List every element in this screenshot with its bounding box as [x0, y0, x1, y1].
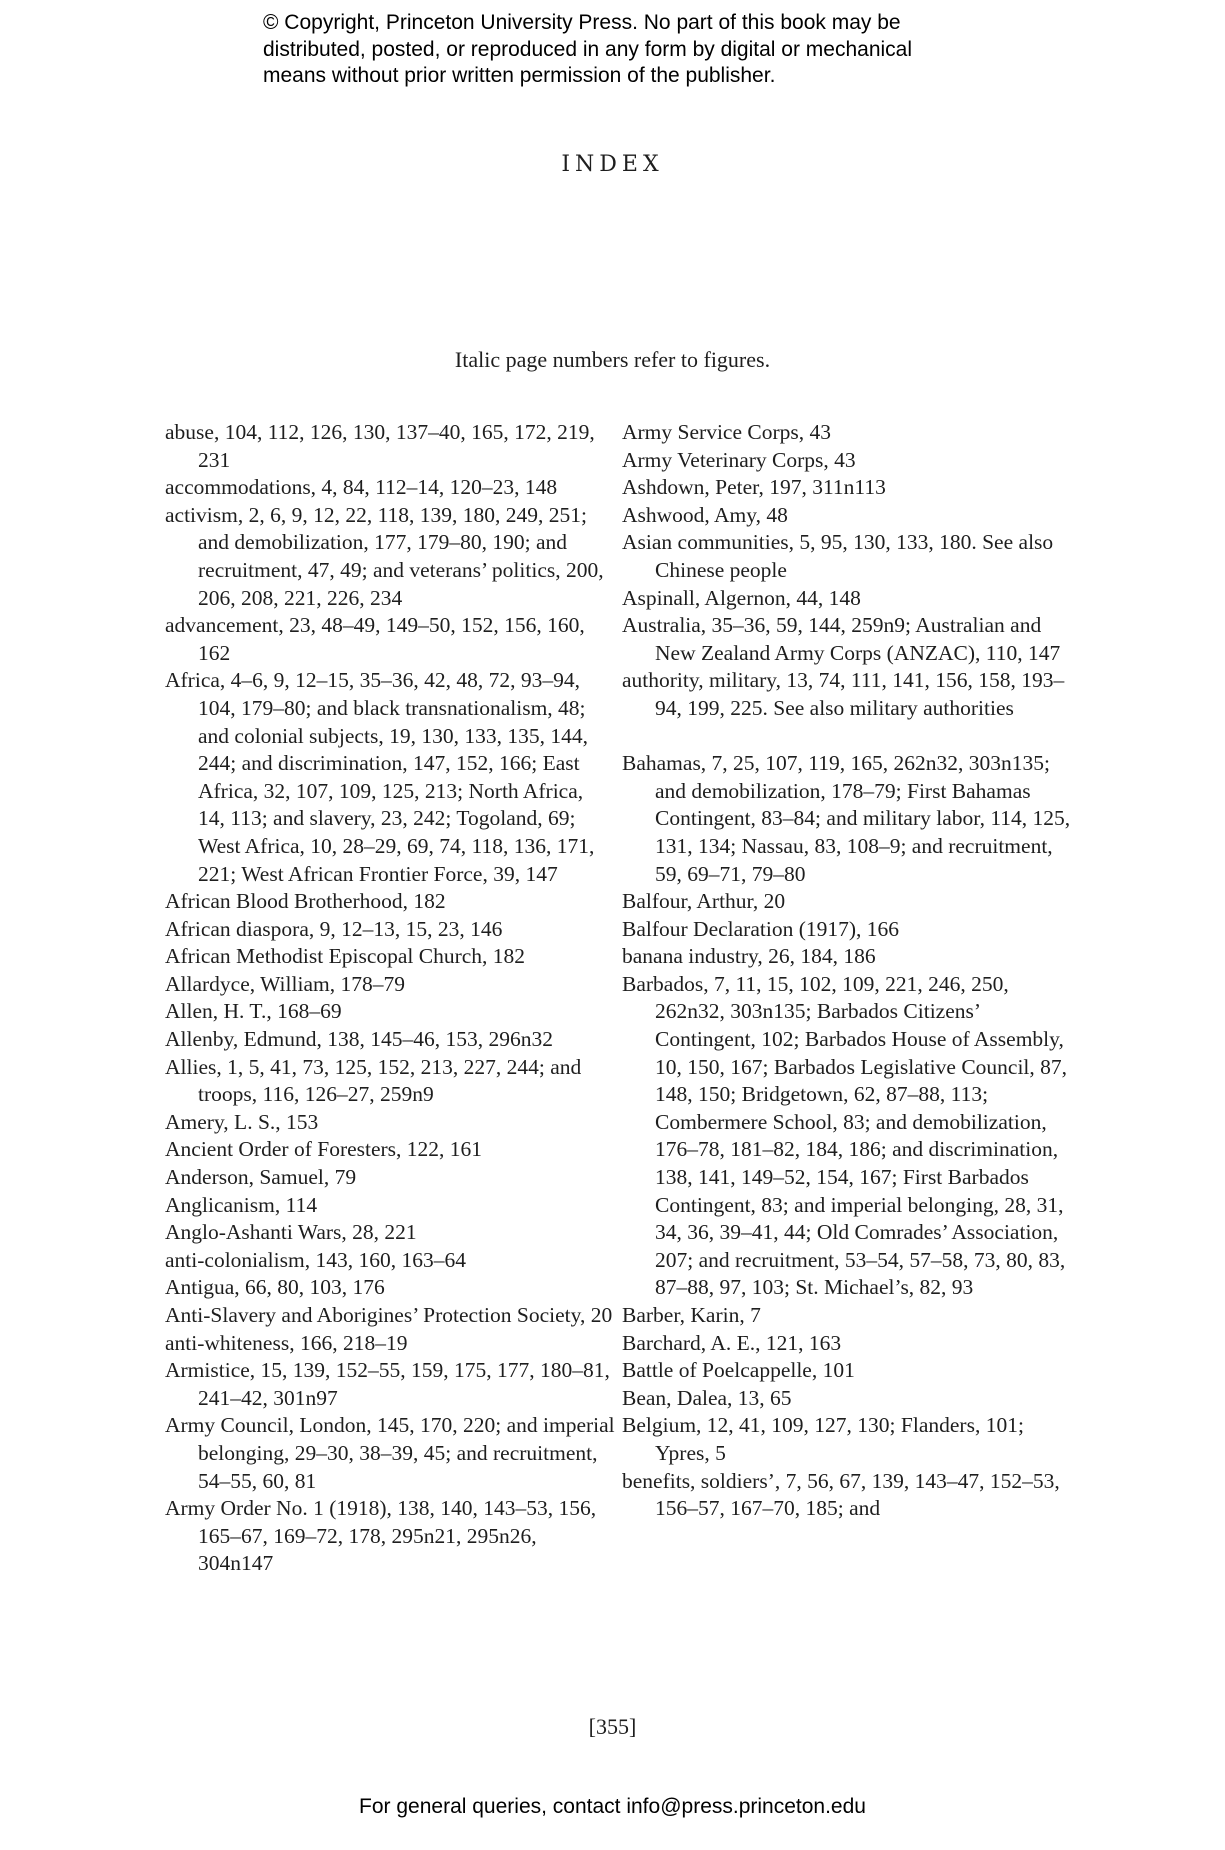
index-entry: Amery, L. S., 153 [165, 1109, 319, 1134]
index-entry: Australia, 35–36, 59, 144, 259n9; Australian and New Zealand Army Corps (ANZAC), 110, 147 [622, 613, 1061, 665]
index-entry: Asian communities, 5, 95, 130, 133, 180. See also Chinese people [622, 530, 1054, 582]
index-entry: Antigua, 66, 80, 103, 176 [165, 1275, 385, 1300]
index-entry: African diaspora, 9, 12–13, 15, 23, 146 [165, 916, 503, 941]
index-entry: accommodations, 4, 84, 112–14, 120–23, 148 [165, 475, 558, 500]
copyright-line: © Copyright, Princeton University Press. No part of this book may be [263, 11, 901, 34]
index-entry: activism, 2, 6, 9, 12, 22, 118, 139, 180, 249, 251; and demobilization, 177, 179–80, 190; and recruitment, 47, 49; and veterans’ politics, 200, 206, 208, 221, 226, 234 [165, 502, 604, 610]
index-column-left [165, 419, 615, 1578]
index-entry: Army Service Corps, 43 [622, 420, 831, 444]
index-entry: Anti-Slavery and Aborigines’ Protection Society, 20 [165, 1303, 613, 1327]
index-entry: Ashdown, Peter, 197, 311n113 [622, 475, 886, 500]
index-entry: Bahamas, 7, 25, 107, 119, 165, 262n32, 303n135; and demobilization, 178–79; First Bahamas Contingent, 83–84; and military labor, 114, 125, 131, 134; Nassau, 83, 108–9; and recruitment, 59, 69–71, 79–80 [622, 751, 1071, 886]
index-entry: advancement, 23, 48–49, 149–50, 152, 156, 160, 162 [165, 613, 585, 665]
letter-group-gap [622, 723, 1072, 751]
index-entry: Allenby, Edmund, 138, 145–46, 153, 296n32 [165, 1027, 553, 1052]
index-entry: authority, military, 13, 74, 111, 141, 156, 158, 193–94, 199, 225. See also military authorities [622, 668, 1065, 720]
index-entry: Ashwood, Amy, 48 [622, 502, 788, 527]
page-number: [355] [588, 1714, 637, 1739]
copyright-line: means without prior written permission of the publisher. [263, 64, 776, 87]
index-entry: Allies, 1, 5, 41, 73, 125, 152, 213, 227, 244; and troops, 116, 126–27, 259n9 [165, 1054, 582, 1107]
index-entry: Balfour, Arthur, 20 [622, 889, 786, 914]
index-entry: Africa, 4–6, 9, 12–15, 35–36, 42, 48, 72, 93–94, 104, 179–80; and black transnationalism, 48; and colonial subjects, 19, 130, 133, 135, 144, 244; and discrimination, 147, 152, 166; East Africa, 32, 107, 109, 125, 213; North Africa, 14, 113; and slavery, 23, 242; Togoland, 69; West Africa, 10, 28–29, 69, 74, 118, 136, 171, 221; West African Frontier Force, 39, 147 [165, 668, 595, 886]
index-entry: Army Veterinary Corps, 43 [622, 447, 856, 472]
index-entry: Allardyce, William, 178–79 [165, 971, 405, 996]
index-entry: Anglicanism, 114 [165, 1192, 318, 1217]
index-entry: Bean, Dalea, 13, 65 [622, 1385, 792, 1410]
index-entry: Belgium, 12, 41, 109, 127, 130; Flanders, 101; Ypres, 5 [622, 1413, 1024, 1465]
index-entry: Ancient Order of Foresters, 122, 161 [165, 1137, 483, 1162]
index-entry: Barchard, A. E., 121, 163 [622, 1330, 842, 1355]
index-entry: Battle of Poelcappelle, 101 [622, 1358, 855, 1383]
index-entry: benefits, soldiers’, 7, 56, 67, 139, 143–47, 152–53, 156–57, 167–70, 185; and [622, 1468, 1060, 1521]
index-entry: abuse, 104, 112, 126, 130, 137–40, 165, 172, 219, 231 [165, 420, 595, 472]
index-entry: Anderson, Samuel, 79 [165, 1165, 357, 1190]
copyright-line: distributed, posted, or reproduced in any form by digital or mechanical [263, 37, 913, 61]
index-note: Italic page numbers refer to figures. [454, 347, 771, 372]
index-entry: Army Order No. 1 (1918), 138, 140, 143–53, 156, 165–67, 169–72, 178, 295n21, 295n26, 304n147 [165, 1496, 597, 1576]
index-entry: Armistice, 15, 139, 152–55, 159, 175, 177, 180–81, 241–42, 301n97 [165, 1358, 610, 1410]
footer-contact: For general queries, contact info@press.princeton.edu [359, 1795, 866, 1818]
index-entry: anti-whiteness, 166, 218–19 [165, 1330, 408, 1355]
index-entry: Allen, H. T., 168–69 [165, 999, 342, 1024]
index-entry: Barbados, 7, 11, 15, 102, 109, 221, 246, 250, 262n32, 303n135; Barbados Citizens’ Contingent, 102; Barbados House of Assembly, 10, 150, 167; Barbados Legislative Council, 87, 148, 150; Bridgetown, 62, 87–88, 113; Combermere School, 83; and demobilization, 176–78, 181–82, 184, 186; and discrimination, 138, 141, 149–52, 154, 167; First Barbados Contingent, 83; and imperial belonging, 28, 31, 34, 36, 39–41, 44; Old Comrades’ Association, 207; and recruitment, 53–54, 57–58, 73, 80, 83, 87–88, 97, 103; St. Michael’s, 82, 93 [622, 971, 1068, 1300]
index-entry: Barber, Karin, 7 [622, 1303, 761, 1327]
index-entry: Balfour Declaration (1917), 166 [622, 916, 900, 941]
index-entry: Anglo-Ashanti Wars, 28, 221 [165, 1220, 417, 1245]
index-entry: African Methodist Episcopal Church, 182 [165, 944, 526, 969]
index-entry: banana industry, 26, 184, 186 [622, 944, 876, 969]
index-entry: African Blood Brotherhood, 182 [165, 889, 446, 914]
index-column-right [622, 419, 1072, 1523]
index-entry: anti-colonialism, 143, 160, 163–64 [165, 1247, 466, 1272]
page-title: INDEX [561, 152, 664, 177]
index-entry: Aspinall, Algernon, 44, 148 [622, 585, 861, 610]
copyright-notice [263, 10, 1023, 90]
index-entry: Army Council, London, 145, 170, 220; and imperial belonging, 29–30, 38–39, 45; and recruitment, 54–55, 60, 81 [165, 1413, 615, 1493]
